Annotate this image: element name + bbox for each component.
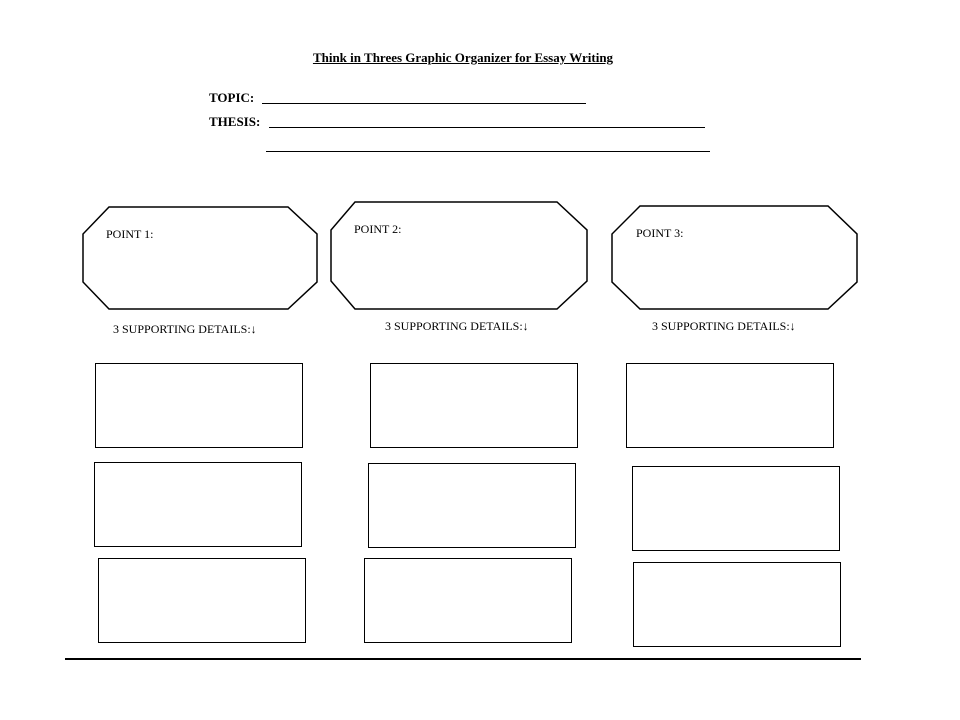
point-1-detail-box-1[interactable]: [95, 363, 303, 448]
point-1-details-label: [113, 322, 257, 337]
point-2-octagon[interactable]: [331, 202, 587, 309]
page-title: Think in Threes Graphic Organizer for Essay Writing: [312, 50, 614, 65]
point-3-detail-box-2[interactable]: [632, 466, 840, 551]
point-3-detail-box-3[interactable]: [633, 562, 841, 647]
point-3-octagon[interactable]: [612, 206, 857, 309]
point-2-detail-box-3[interactable]: [364, 558, 572, 643]
topic-label: TOPIC:: [209, 90, 255, 105]
point-1-detail-box-3[interactable]: [98, 558, 306, 643]
point-2-details-label: [385, 319, 529, 334]
point-2-detail-box-1[interactable]: [370, 363, 578, 448]
bottom-divider: [65, 658, 861, 660]
down-arrow-icon: ↓: [789, 319, 796, 333]
down-arrow-icon: ↓: [250, 322, 257, 336]
point-3-detail-box-1[interactable]: [626, 363, 834, 448]
point-2-detail-box-2[interactable]: [368, 463, 576, 548]
down-arrow-icon: ↓: [522, 319, 529, 333]
point-3-label: POINT 3:: [636, 226, 684, 240]
details-label-text: 3 SUPPORTING DETAILS:: [652, 319, 790, 333]
details-label-text: 3 SUPPORTING DETAILS:: [113, 322, 251, 336]
point-3-details-label: [652, 319, 796, 334]
details-label-text: 3 SUPPORTING DETAILS:: [385, 319, 523, 333]
point-1-octagon[interactable]: [83, 207, 317, 309]
point-2-label: POINT 2:: [354, 222, 402, 236]
point-1-label: POINT 1:: [106, 227, 154, 241]
thesis-label: THESIS:: [209, 114, 261, 129]
point-1-detail-box-2[interactable]: [94, 462, 302, 547]
